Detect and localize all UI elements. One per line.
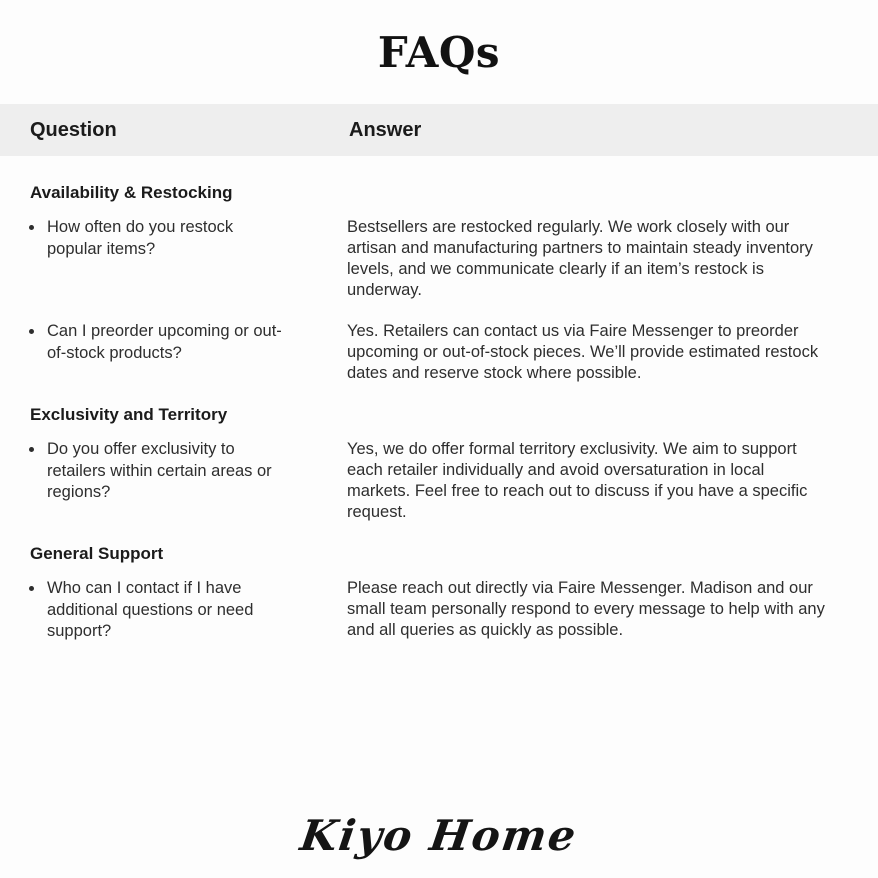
question-text: • Do you offer exclusivity to retailers within certain areas or regions? bbox=[45, 439, 290, 504]
faq-row bbox=[0, 578, 878, 643]
question-bullet-list bbox=[31, 439, 290, 504]
section-heading: Exclusivity and Territory bbox=[30, 405, 228, 424]
answer-text: Yes, we do offer formal territory exclusivity. We aim to support each retailer individually and avoid oversaturation in local markets. Feel free to reach out to discuss if you have a specific request. bbox=[347, 440, 808, 521]
question-text: • Who can I contact if I have additional questions or need support? bbox=[45, 578, 290, 643]
answer-text: Bestsellers are restocked regularly. We work closely with our artisan and manufacturing partners to maintain steady inventory levels, and we communicate clearly if an item’s restock is underway. bbox=[347, 218, 813, 299]
section-heading: Availability & Restocking bbox=[30, 183, 233, 202]
question-bullet-list bbox=[31, 217, 290, 260]
question-text: • Can I preorder upcoming or out-of-stock products? bbox=[45, 321, 290, 364]
brand-signature: Kiyo Home bbox=[297, 810, 581, 860]
question-text: • How often do you restock popular items? bbox=[45, 217, 290, 260]
section-heading: General Support bbox=[30, 544, 164, 563]
faq-row bbox=[0, 321, 878, 384]
answer-text: Please reach out directly via Faire Messenger. Madison and our small team personally respond to every message to help with any and all queries as quickly as possible. bbox=[347, 579, 825, 639]
section-exclusivity-territory bbox=[0, 404, 878, 523]
faq-content bbox=[0, 156, 878, 643]
question-bullet-list bbox=[31, 321, 290, 364]
section-general-support bbox=[0, 543, 878, 643]
answer-text: Yes. Retailers can contact us via Faire Messenger to preorder upcoming or out-of-stock pieces. We’ll provide estimated restock dates and reserve stock where possible. bbox=[347, 322, 819, 382]
faq-row bbox=[0, 439, 878, 523]
question-column-header: Question bbox=[30, 118, 117, 141]
table-header-band bbox=[0, 104, 878, 156]
answer-column-header: Answer bbox=[349, 118, 422, 141]
question-bullet-list bbox=[31, 578, 290, 643]
section-availability-restocking bbox=[0, 182, 878, 384]
page-title: FAQs bbox=[377, 28, 501, 77]
faq-row bbox=[0, 217, 878, 301]
